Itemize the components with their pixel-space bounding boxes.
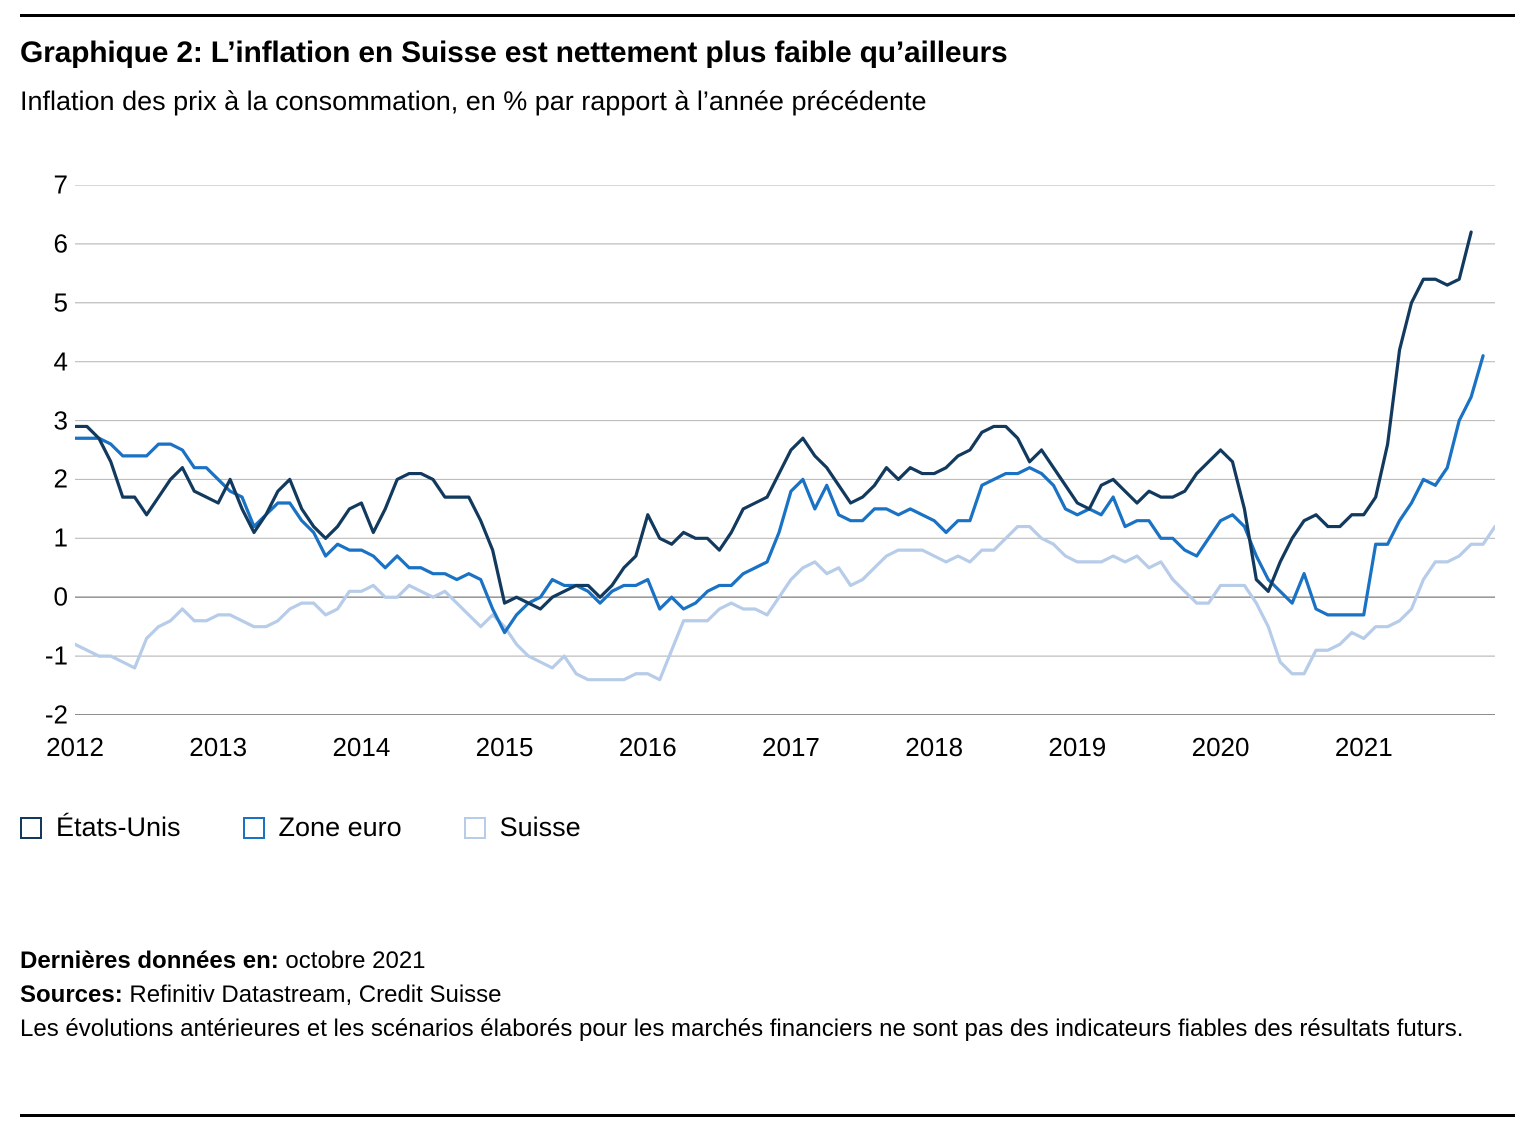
- footer-last-data: [20, 945, 1490, 977]
- y-axis-tick-label: 6: [53, 228, 68, 259]
- series-line: [75, 356, 1483, 633]
- legend-item[interactable]: [20, 812, 181, 843]
- legend-item[interactable]: [243, 812, 402, 843]
- x-axis-tick-label: 2017: [762, 732, 820, 762]
- x-axis-tick-label: 2012: [46, 732, 104, 762]
- y-axis-tick-label: 1: [53, 522, 68, 553]
- page-subtitle: Inflation des prix à la consommation, en % par rapport à l’année précédente: [20, 86, 927, 116]
- top-divider: [20, 14, 1515, 17]
- legend-label: Zone euro: [278, 812, 402, 842]
- x-axis-tick-label: 2019: [1048, 732, 1107, 762]
- y-axis-tick-label: 5: [53, 287, 68, 318]
- chart-container: [20, 160, 1500, 780]
- y-axis-tick-label: 4: [53, 346, 68, 377]
- legend-swatch-icon: [464, 817, 486, 839]
- y-axis-tick-label: 3: [53, 405, 68, 436]
- sources-value: Refinitiv Datastream, Credit Suisse: [129, 980, 502, 1008]
- x-axis-tick-label: 2021: [1334, 732, 1393, 762]
- legend-label: États-Unis: [56, 812, 181, 842]
- plot-area: [75, 185, 1495, 715]
- y-axis-tick-label: 7: [53, 169, 68, 200]
- last-data-value: octobre 2021: [285, 947, 426, 974]
- footer-sources: [20, 979, 1490, 1011]
- sources-label: Sources:: [20, 980, 123, 1008]
- legend-item[interactable]: [464, 812, 581, 843]
- y-axis-tick-label: 2: [53, 463, 68, 494]
- y-axis-tick-label: 0: [53, 581, 68, 612]
- legend-swatch-icon: [243, 817, 265, 839]
- x-axis-tick-label: 2018: [905, 732, 964, 762]
- footer-disclaimer: Les évolutions antérieures et les scénarios élaborés pour les marchés financiers ne sont pas des indicateurs fiables des résultats futurs.: [20, 1014, 1464, 1042]
- legend-label: Suisse: [499, 812, 581, 842]
- page-title: Graphique 2: L’inflation en Suisse est nettement plus faible qu’ailleurs: [20, 36, 1008, 69]
- chart-footer: [20, 945, 1490, 1047]
- y-axis-tick-label: -1: [44, 640, 68, 671]
- y-axis-tick-label: -2: [44, 699, 68, 730]
- x-axis-tick-label: 2015: [475, 732, 534, 762]
- bottom-divider: [20, 1114, 1515, 1117]
- chart-legend: [20, 812, 643, 843]
- last-data-label: Dernières données en:: [20, 947, 279, 974]
- x-axis-tick-label: 2013: [189, 732, 248, 762]
- x-axis-tick-label: 2016: [618, 732, 677, 762]
- line-chart-svg: [75, 185, 1495, 715]
- x-axis-tick-label: 2020: [1191, 732, 1250, 762]
- x-axis-tick-label: 2014: [332, 732, 391, 762]
- legend-swatch-icon: [20, 817, 42, 839]
